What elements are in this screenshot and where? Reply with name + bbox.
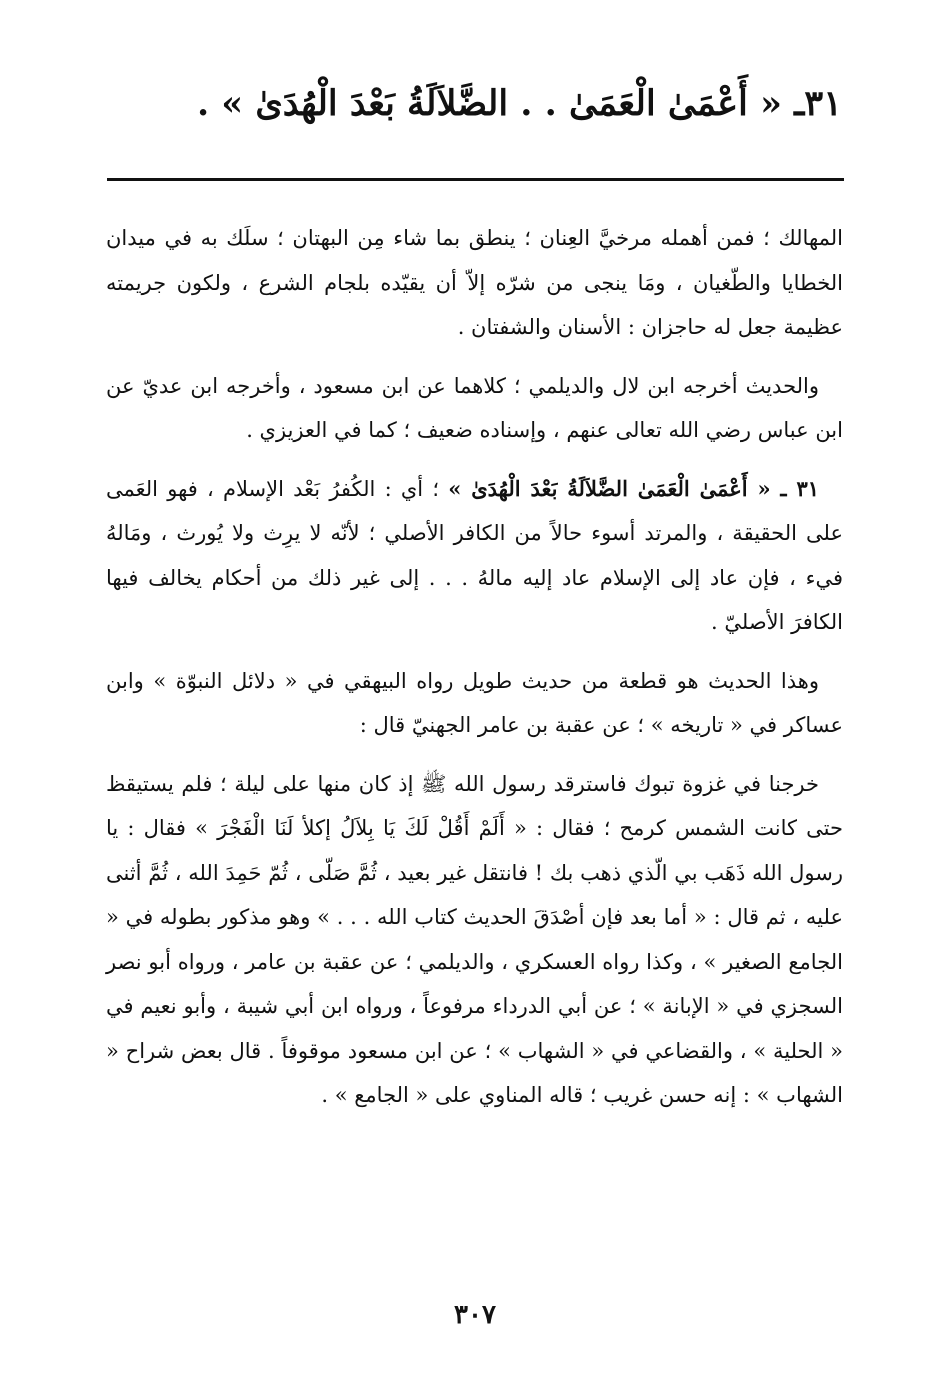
page-number: ٣٠٧ bbox=[454, 1300, 496, 1330]
heading-divider bbox=[107, 178, 844, 181]
paragraph: خرجنا في غزوة تبوك فاسترقد رسول الله ﷺ إذ كان منها على ليلة ؛ فلم يستيقظ حتى كانت الشمس كرمح ؛ فقال : « أَلَمْ أَقُلْ لَكَ يَا بِلاَلُ إكلأ لَنَا الْفَجْرَ » فقال : يا رسول الله ذَهَب بي الّذي ذهب بك ! فانتقل غير بعيد ، ثُمَّ صَلّى ، ثُمّ حَمِدَ الله ، ثُمَّ أثنى عليه ، ثم قال : « أما بعد فإن أصْدَقَ الحديث كتاب الله . . . » وهو مذكور بطوله في « الجامع الصغير » ، وكذا رواه العسكري ، والديلمي ؛ عن عقبة بن عامر ، ورواه أبو نصر السجزي في « الإبانة » ؛ عن أبي الدرداء مرفوعاً ، ورواه ابن أبي شيبة ، وأبو نعيم في « الحلية » ، والقضاعي في « الشهاب » ؛ عن ابن مسعود موقوفاً . قال بعض شراح « الشهاب » : إنه حسن غريب ؛ قاله المناوي على « الجامع » . bbox=[106, 771, 843, 1107]
body-text bbox=[106, 216, 843, 1132]
section-heading: ٣١ـ « أَعْمَىٰ الْعَمَىٰ . . الضَّلاَلَةُ بَعْدَ الْهُدَىٰ » . bbox=[196, 83, 842, 124]
paragraph: والحديث أخرجه ابن لال والديلمي ؛ كلاهما عن ابن مسعود ، وأخرجه ابن عديّ عن ابن عباس رضي الله تعالى عنهم ، وإسناده ضعيف ؛ كما في العزيزي . bbox=[106, 373, 843, 442]
paragraph-text: ؛ أي : الكُفرُ بَعْد الإسلام ، فهو العَمى على الحقيقة ، والمرتد أسوء حالاً من الكافر الأصلي ؛ لأنّه لا يرِث ولا يُورث ، ومَالهُ فيء ، فإن عاد إلى الإسلام عاد إليه مالهُ . . . إلى غير ذلك من أحكام يخالف فيها الكافرَ الأصليّ . bbox=[106, 476, 843, 634]
hadith-heading: ٣١ ـ « أَعْمَىٰ الْعَمَىٰ الضَّلاَلَةُ بَعْدَ الْهُدَىٰ » bbox=[448, 475, 819, 501]
paragraph bbox=[106, 467, 843, 645]
paragraph: وهذا الحديث هو قطعة من حديث طويل رواه البيهقي في « دلائل النبوّة » وابن عساكر في « تاريخه » ؛ عن عقبة بن عامر الجهنيّ قال : bbox=[106, 668, 843, 737]
paragraph: المهالك ؛ فمن أهمله مرخيَّ العِنان ؛ ينطق بما شاء مِن البهتان ؛ سلَك به في ميدان الخطايا والطّغيان ، ومَا ينجى من شرّه إلاّ أن يقيّده بلجام الشرع ، ولكون جريمته عظيمة جعل له حاجزان : الأسنان والشفتان . bbox=[106, 226, 843, 339]
